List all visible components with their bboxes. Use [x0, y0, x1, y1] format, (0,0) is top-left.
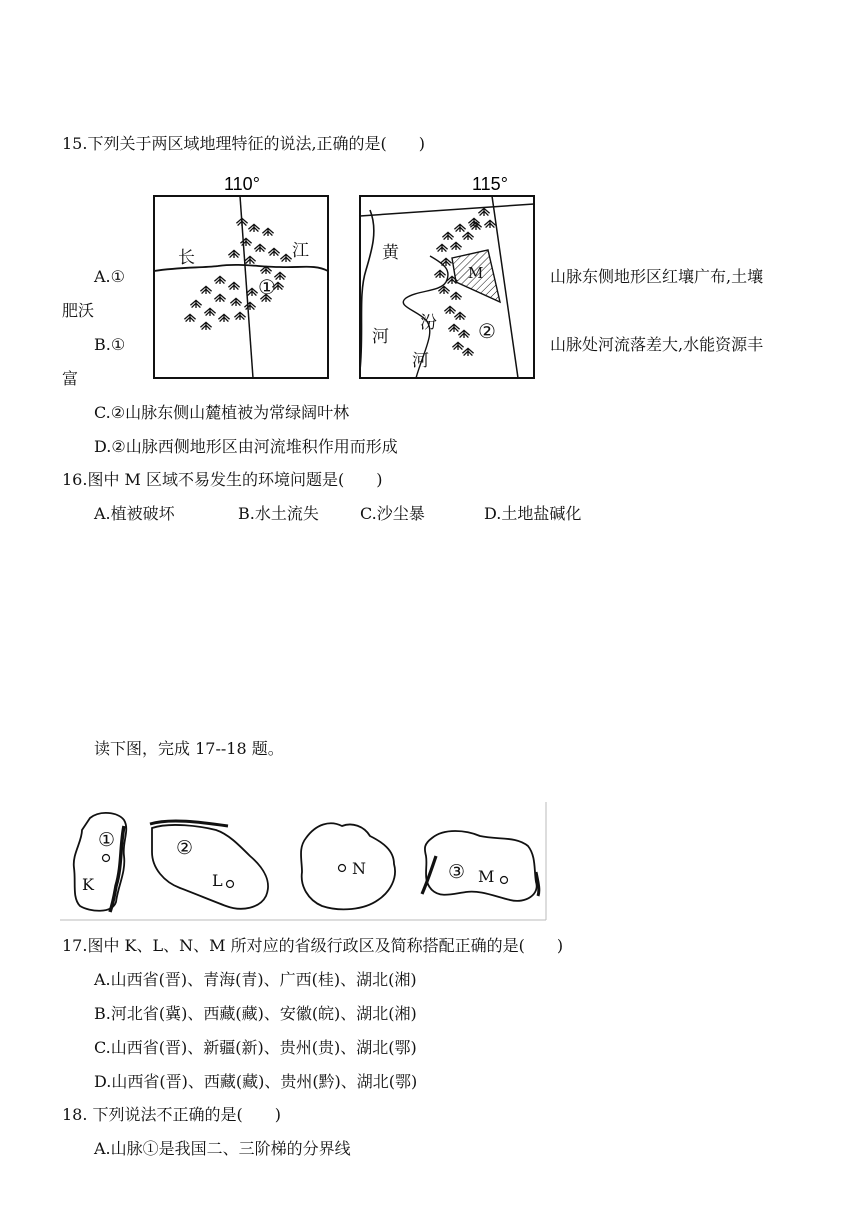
- q17-option-a: A.山西省(晋)、青海(青)、广西(桂)、湖北(湘): [94, 970, 417, 989]
- q18-option-a: A.山脉①是我国二、三阶梯的分界线: [94, 1139, 351, 1158]
- q15-option-a-right: 山脉东侧地形区红壤广布,土壤: [550, 267, 764, 286]
- province3-letter: N: [352, 859, 366, 878]
- q17-option-d: D.山西省(晋)、西藏(藏)、贵州(黔)、湖北(鄂): [94, 1072, 418, 1091]
- q17-stem: 17.图中 K、L、N、M 所对应的省级行政区及简称搭配正确的是( ): [62, 936, 564, 955]
- map1-label-jiang: 江: [292, 241, 309, 261]
- map2-label-num: ②: [478, 319, 496, 343]
- q18-stem: 18. 下列说法不正确的是( ): [62, 1105, 282, 1124]
- q17-option-c: C.山西省(晋)、新疆(新)、贵州(贵)、湖北(鄂): [94, 1038, 417, 1057]
- q15-option-b-right: 山脉处河流落差大,水能资源丰: [550, 335, 764, 354]
- map1-longitude: 110°: [224, 174, 260, 194]
- q16-option-d: D.土地盐碱化: [484, 504, 582, 523]
- map1-label-chang: 长: [178, 248, 195, 268]
- province2-num: ②: [176, 837, 194, 859]
- q17-option-b: B.河北省(冀)、西藏(藏)、安徽(皖)、湖北(湘): [94, 1004, 417, 1023]
- province1-letter: K: [82, 875, 94, 894]
- map2-label-fen: 汾: [420, 313, 437, 333]
- read-intro: 读下图，完成 17--18 题。: [94, 739, 284, 758]
- map2-label-he-right: 河: [412, 351, 429, 371]
- map-yangtze-region: [150, 170, 340, 382]
- q16-option-a: A.植被破坏: [94, 504, 175, 523]
- map1-mountain-symbols: [184, 218, 291, 330]
- province4-num: ③: [448, 861, 466, 883]
- q15-stem: 15.下列关于两区域地理特征的说法,正确的是( ): [62, 134, 426, 153]
- q15-option-a-left: A.①: [94, 267, 125, 286]
- province2-letter: L: [212, 871, 223, 890]
- q15-option-b-cont: 富: [62, 369, 79, 388]
- map2-longitude: 115°: [472, 174, 508, 194]
- province-outlines-figure: [60, 802, 550, 924]
- map2-label-huang: 黄: [382, 243, 399, 263]
- q16-option-c: C.沙尘暴: [360, 504, 425, 523]
- map2-label-m: M: [468, 264, 484, 282]
- province1-num: ①: [98, 829, 116, 851]
- map1-label-num: ①: [258, 275, 276, 299]
- q16-option-b: B.水土流失: [238, 504, 319, 523]
- map-fen-river-region: [356, 170, 546, 382]
- q16-stem: 16.图中 M 区域不易发生的环境问题是( ): [62, 470, 383, 489]
- q15-option-b-left: B.①: [94, 335, 126, 354]
- province4-letter: M: [478, 867, 495, 886]
- q15-option-a-cont: 肥沃: [62, 301, 95, 320]
- q15-option-d: D.②山脉西侧地形区由河流堆积作用而形成: [94, 437, 398, 456]
- q15-option-c: C.②山脉东侧山麓植被为常绿阔叶林: [94, 403, 350, 422]
- map2-label-he-left: 河: [372, 327, 389, 347]
